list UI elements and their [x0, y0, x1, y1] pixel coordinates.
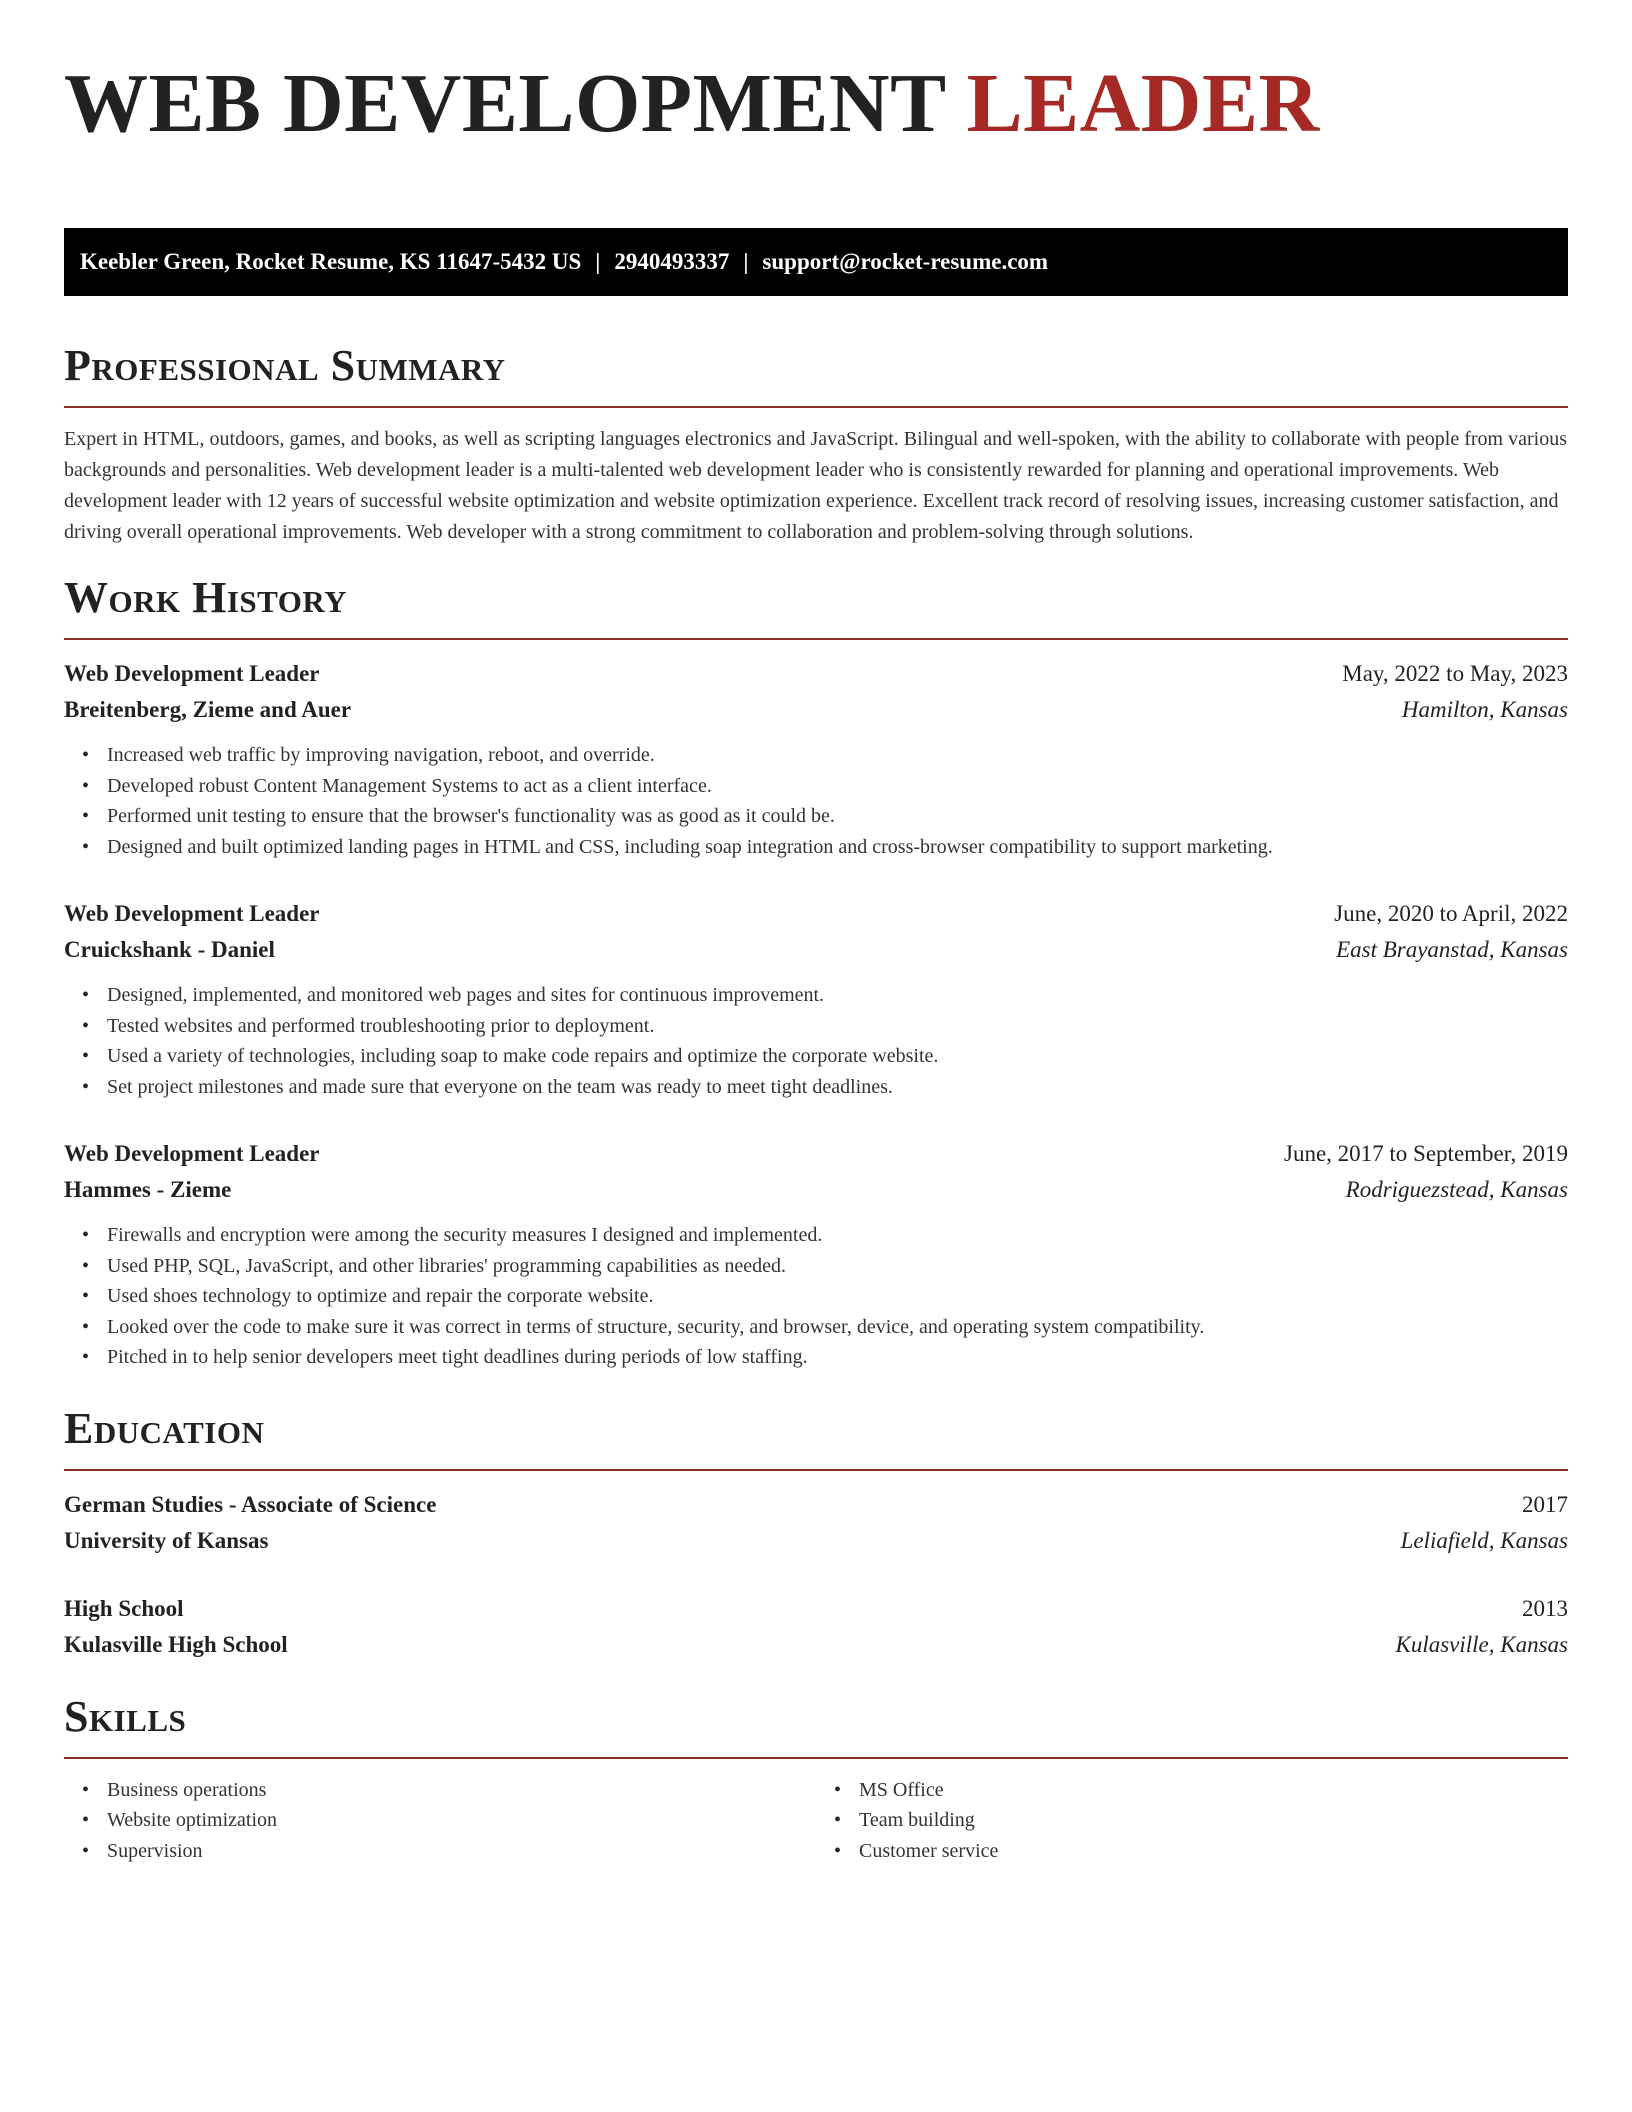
skills-column-left: [64, 1775, 816, 1867]
education-degree-row: [64, 1591, 1568, 1627]
skill-item: • Customer service: [859, 1836, 1568, 1867]
job-bullet-list: [64, 1220, 1568, 1373]
job-dates: May, 2022 to May, 2023: [1342, 661, 1568, 686]
summary-text: Expert in HTML, outdoors, games, and books, as well as scripting languages electronics and JavaScript. Bilingual and well-spoken, with the ability to collaborate with people from various backgrounds and personalities. Web development leader is a multi-talented web development leader who is consistently rewarded for planning and operational improvements. Web development leader with 12 years of successful website optimization and website optimization experience. Excellent track record of resolving issues, increasing customer satisfaction, and driving overall operational improvements. Web developer with a strong commitment to collaboration and problem-solving through solutions.: [64, 428, 1567, 543]
skill-item: • Team building: [859, 1805, 1568, 1836]
job-bullet: • Developed robust Content Management Systems to act as a client interface.: [107, 771, 1568, 802]
job-bullet: • Used PHP, SQL, JavaScript, and other libraries' programming capabilities as needed.: [107, 1251, 1568, 1282]
skills-list: [64, 1775, 816, 1867]
job-company-row: [64, 692, 1568, 728]
job-bullet: • Designed and built optimized landing pages in HTML and CSS, including soap integration and cross-browser compatibility to support marketing.: [107, 832, 1568, 863]
education-school-row: [64, 1627, 1568, 1663]
job-entry: [64, 1136, 1568, 1373]
job-bullet: • Pitched in to help senior developers meet tight deadlines during periods of low staffing.: [107, 1342, 1568, 1373]
job-location: East Brayanstad, Kansas: [1336, 937, 1568, 962]
section-title-skills: Skills: [64, 1691, 187, 1741]
education-degree-row: [64, 1487, 1568, 1523]
contact-separator: |: [595, 249, 601, 274]
education-location: Leliafield, Kansas: [1400, 1527, 1568, 1553]
section-divider: [64, 1469, 1568, 1471]
summary-section: [64, 338, 1568, 548]
skills-columns: [64, 1775, 1568, 1867]
job-entry: [64, 656, 1568, 862]
education-location: Kulasville, Kansas: [1395, 1631, 1568, 1657]
skill-item: • Website optimization: [107, 1805, 816, 1836]
education-school-row: [64, 1523, 1568, 1559]
job-header-row: [64, 656, 1568, 692]
job-bullet: • Firewalls and encryption were among the security measures I designed and implemented.: [107, 1220, 1568, 1251]
contact-phone: 2940493337: [614, 249, 730, 274]
resume-title: [64, 54, 1568, 154]
job-dates: June, 2020 to April, 2022: [1334, 901, 1568, 926]
job-bullet: • Designed, implemented, and monitored web pages and sites for continuous improvement.: [107, 980, 1568, 1011]
title-main: WEB DEVELOPMENT: [64, 57, 946, 150]
job-bullet: • Increased web traffic by improving navigation, reboot, and override.: [107, 740, 1568, 771]
job-title: Web Development Leader: [64, 661, 320, 686]
job-company-row: [64, 932, 1568, 968]
job-header-row: [64, 896, 1568, 932]
skills-section: [64, 1689, 1568, 1867]
job-title: Web Development Leader: [64, 901, 320, 926]
education-degree: High School: [64, 1595, 184, 1621]
section-divider: [64, 1757, 1568, 1759]
section-title-work-history: Work History: [64, 573, 348, 622]
job-company-row: [64, 1172, 1568, 1208]
skill-item: • Business operations: [107, 1775, 816, 1806]
job-bullet: • Tested websites and performed troubleshooting prior to deployment.: [107, 1011, 1568, 1042]
education-school: Kulasville High School: [64, 1631, 288, 1657]
education-year: 2013: [1522, 1595, 1568, 1621]
job-bullet: • Looked over the code to make sure it was correct in terms of structure, security, and browser, device, and operating system compatibility.: [107, 1312, 1568, 1343]
job-location: Hamilton, Kansas: [1401, 697, 1568, 722]
skill-item: • Supervision: [107, 1836, 816, 1867]
job-title: Web Development Leader: [64, 1141, 320, 1166]
job-bullet: • Used shoes technology to optimize and repair the corporate website.: [107, 1281, 1568, 1312]
skill-item: • MS Office: [859, 1775, 1568, 1806]
education-entry: [64, 1487, 1568, 1559]
contact-email[interactable]: support@rocket-resume.com: [762, 249, 1049, 274]
education-year: 2017: [1522, 1491, 1568, 1517]
job-header-row: [64, 1136, 1568, 1172]
job-entry: [64, 896, 1568, 1102]
education-entry: [64, 1591, 1568, 1663]
section-title-education: Education: [64, 1403, 265, 1453]
contact-bar: [64, 228, 1568, 296]
education-school: University of Kansas: [64, 1527, 269, 1553]
section-divider: [64, 638, 1568, 640]
section-title-summary: Professional Summary: [64, 341, 506, 390]
contact-address: Keebler Green, Rocket Resume, KS 11647-5432 US: [80, 249, 582, 274]
job-company: Hammes - Zieme: [64, 1177, 232, 1202]
job-bullet: • Set project milestones and made sure that everyone on the team was ready to meet tight deadlines.: [107, 1072, 1568, 1103]
job-bullet-list: [64, 740, 1568, 862]
job-bullet: • Used a variety of technologies, including soap to make code repairs and optimize the corporate website.: [107, 1041, 1568, 1072]
job-bullet-list: [64, 980, 1568, 1102]
education-degree: German Studies - Associate of Science: [64, 1491, 437, 1517]
job-company: Breitenberg, Zieme and Auer: [64, 697, 352, 722]
skills-list: [816, 1775, 1568, 1867]
job-company: Cruickshank - Daniel: [64, 937, 275, 962]
work-history-section: [64, 570, 1568, 1373]
title-accent: LEADER: [966, 57, 1320, 150]
section-divider: [64, 406, 1568, 408]
job-dates: June, 2017 to September, 2019: [1284, 1141, 1568, 1166]
contact-separator: |: [743, 249, 749, 274]
education-section: [64, 1401, 1568, 1663]
skills-column-right: [816, 1775, 1568, 1867]
job-location: Rodriguezstead, Kansas: [1345, 1177, 1568, 1202]
job-bullet: • Performed unit testing to ensure that the browser's functionality was as good as it could be.: [107, 801, 1568, 832]
